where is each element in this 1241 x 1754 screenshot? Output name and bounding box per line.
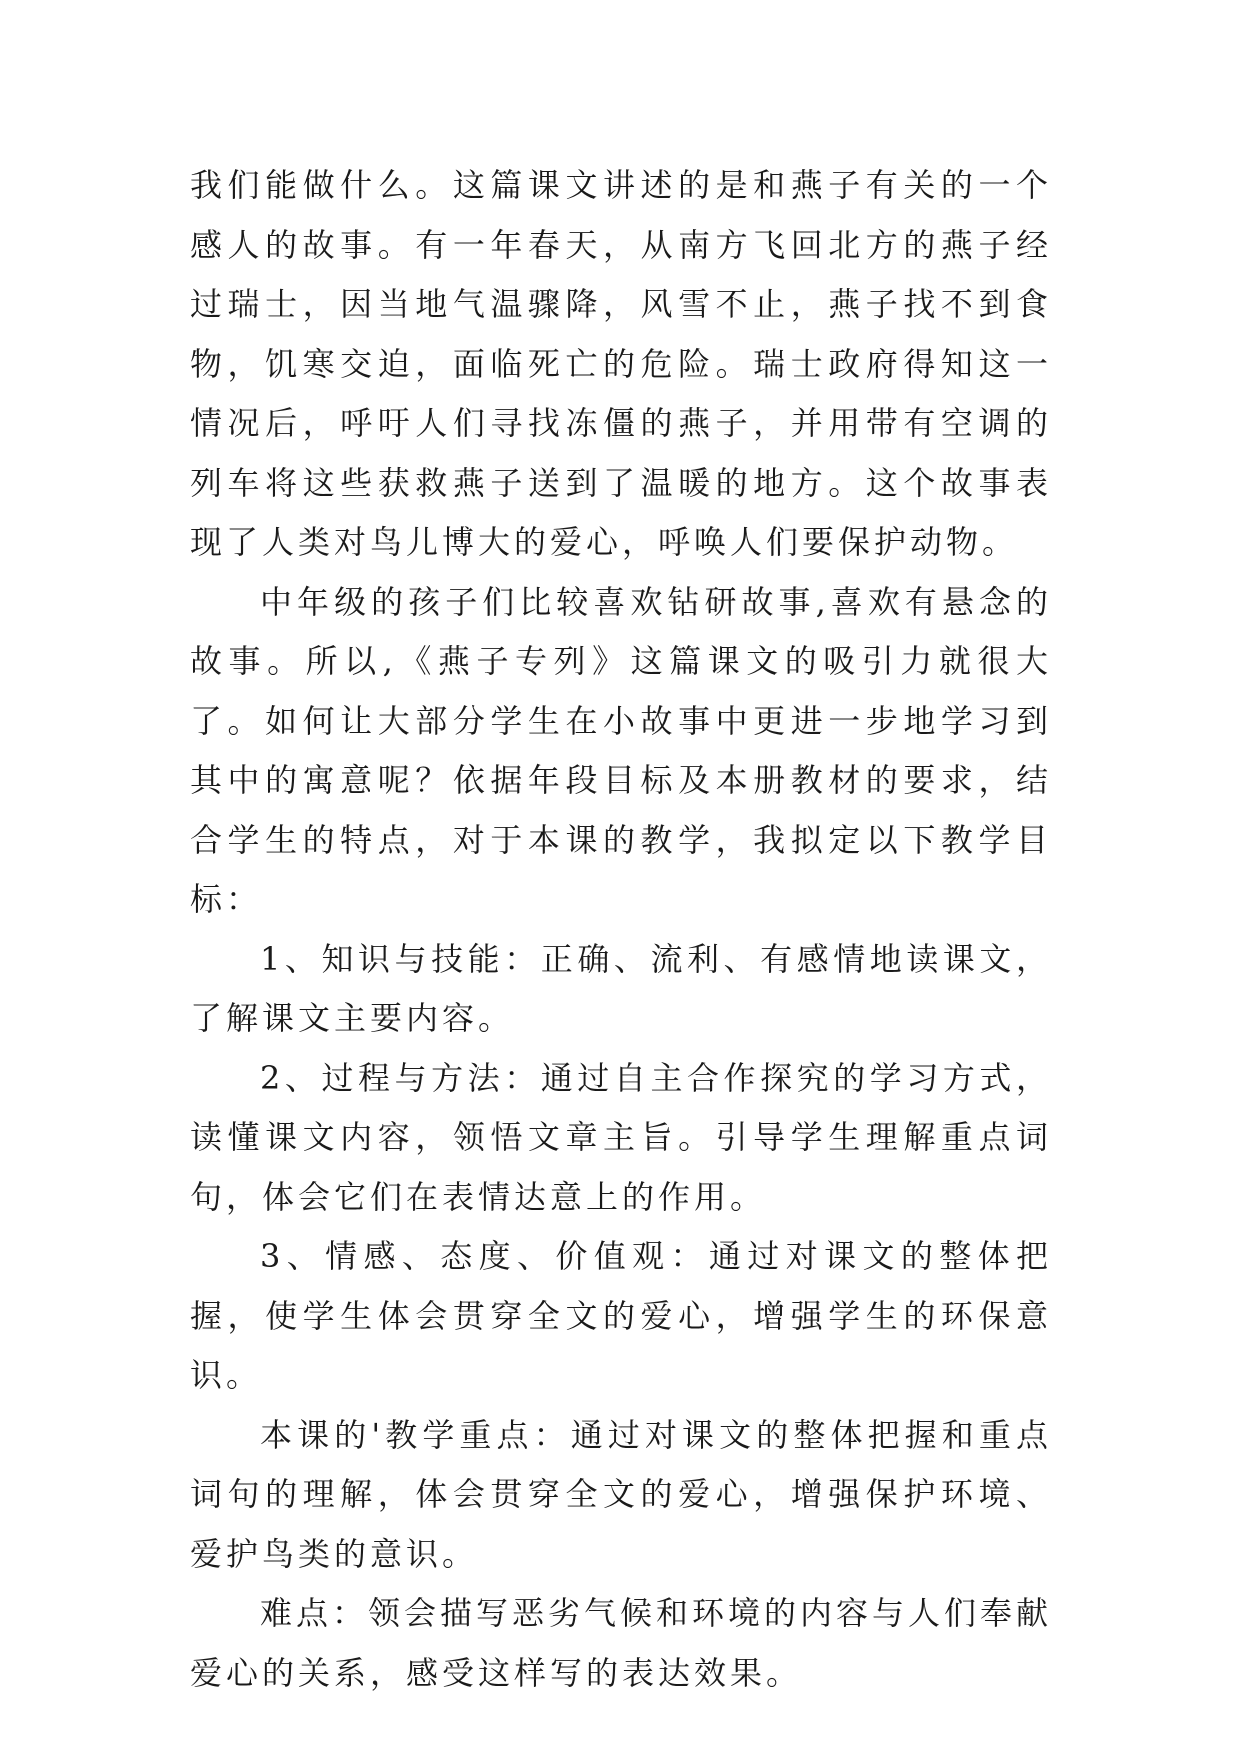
- paragraph-student-analysis: 中年级的孩子们比较喜欢钻研故事,喜欢有悬念的故事。所以,《燕子专列》这篇课文的吸引力就很大了。如何让大部分学生在小故事中更进一步地学习到其中的寓意呢？依据年段目标及本册教材的要求，结合学生的特点，对于本课的教学，我拟定以下教学目标：: [190, 582, 1052, 918]
- paragraph-intro: 我们能做什么。这篇课文讲述的是和燕子有关的一个感人的故事。有一年春天，从南方飞回北方的燕子经过瑞士，因当地气温骤降，风雪不止，燕子找不到食物，饥寒交迫，面临死亡的危险。瑞士政府得知这一情况后，呼吁人们寻找冻僵的燕子，并用带有空调的列车将这些获救燕子送到了温暖的地方。这个故事表现了人类对鸟儿博大的爱心，呼唤人们要保护动物。: [190, 166, 1052, 561]
- document-body: [190, 156, 1052, 1703]
- paragraph-difficulty: 难点：领会描写恶劣气候和环境的内容与人们奉献爱心的关系，感受这样写的表达效果。: [190, 1594, 1053, 1692]
- paragraph-key-point: 本课的'教学重点：通过对课文的整体把握和重点词句的理解，体会贯穿全文的爱心，增强保护环境、爱护鸟类的意识。: [190, 1415, 1052, 1573]
- paragraph-goal-process: 2、过程与方法：通过自主合作探究的学习方式，读懂课文内容，领悟文章主旨。引导学生理解重点词句，体会它们在表情达意上的作用。: [190, 1058, 1052, 1216]
- paragraph-goal-emotion: 3、情感、态度、价值观：通过对课文的整体把握，使学生体会贯穿全文的爱心，增强学生的环保意识。: [190, 1237, 1052, 1394]
- paragraph-goal-knowledge: 1、知识与技能：正确、流利、有感情地读课文，了解课文主要内容。: [190, 939, 1052, 1037]
